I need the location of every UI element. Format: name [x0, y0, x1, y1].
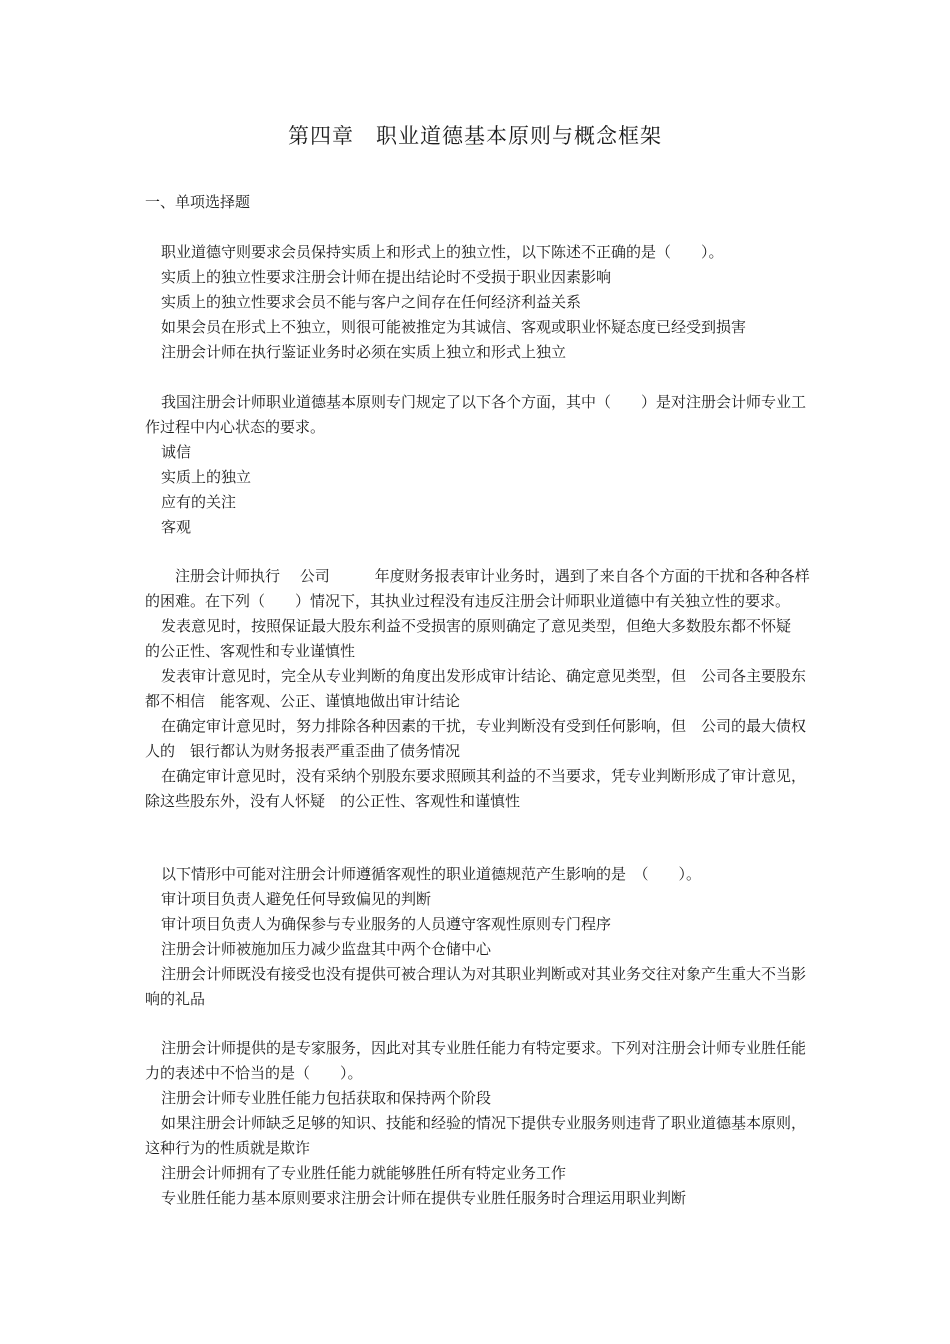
question-option: 注册会计师专业胜任能力包括获取和保持两个阶段: [161, 1089, 492, 1107]
question-2: [145, 390, 810, 540]
question-stem: 注册会计师执行 公司 年度财务报表审计业务时，遇到了来自各个方面的干扰和各种各样的困难。在下列（ ）情况下，其执业过程没有违反注册会计师职业道德中有关独立性的要求。: [145, 567, 810, 610]
question-option: 如果注册会计师缺乏足够的知识、技能和经验的情况下提供专业服务则违背了职业道德基本原则，这种行为的性质就是欺诈: [145, 1114, 807, 1157]
question-option: 专业胜任能力基本原则要求注册会计师在提供专业胜任服务时合理运用职业判断: [161, 1189, 687, 1207]
question-option: 注册会计师被施加压力减少监盘其中两个仓储中心: [161, 940, 492, 958]
section-heading: 一、单项选择题: [145, 193, 251, 211]
question-1: [145, 240, 810, 365]
question-stem: 我国注册会计师职业道德基本原则专门规定了以下各个方面，其中（ ）是对注册会计师专业工作过程中内心状态的要求。: [145, 393, 807, 436]
question-stem: 以下情形中可能对注册会计师遵循客观性的职业道德规范产生影响的是 （ ）。: [161, 865, 702, 883]
question-option: 如果会员在形式上不独立，则很可能被推定为其诚信、客观或职业怀疑态度已经受到损害: [161, 318, 747, 336]
question-option: 发表审计意见时，完全从专业判断的角度出发形成审计结论、确定意见类型，但 公司各主要股东都不相信 能客观、公正、谨慎地做出审计结论: [145, 667, 807, 710]
question-option: 注册会计师既没有接受也没有提供可被合理认为对其职业判断或对其业务交往对象产生重大不当影响的礼品: [145, 965, 807, 1008]
question-option: 注册会计师在执行鉴证业务时必须在实质上独立和形式上独立: [161, 343, 567, 361]
question-option: 审计项目负责人为确保参与专业服务的人员遵守客观性原则专门程序: [161, 915, 612, 933]
question-option: 在确定审计意见时，努力排除各种因素的干扰，专业判断没有受到任何影响，但 公司的最大债权人的 银行都认为财务报表严重歪曲了债务情况: [145, 717, 807, 760]
question-option: 实质上的独立性要求会员不能与客户之间存在任何经济利益关系: [161, 293, 582, 311]
question-option: 诚信: [161, 443, 192, 461]
question-option: 客观: [161, 518, 192, 536]
question-option: 注册会计师拥有了专业胜任能力就能够胜任所有特定业务工作: [161, 1164, 567, 1182]
question-option: 在确定审计意见时，没有采纳个别股东要求照顾其利益的不当要求，凭专业判断形成了审计意见，除这些股东外，没有人怀疑 的公正性、客观性和谨慎性: [145, 767, 807, 810]
question-4: [145, 862, 810, 1012]
question-stem: 职业道德守则要求会员保持实质上和形式上的独立性，以下陈述不正确的是（ ）。: [161, 243, 724, 261]
question-option: 实质上的独立: [161, 468, 252, 486]
page-title: 第四章 职业道德基本原则与概念框架: [288, 124, 662, 148]
question-option: 审计项目负责人避免任何导致偏见的判断: [161, 890, 432, 908]
question-option: 应有的关注: [161, 493, 237, 511]
question-stem: 注册会计师提供的是专家服务，因此对其专业胜任能力有特定要求。下列对注册会计师专业胜任能力的表述中不恰当的是（ ）。: [145, 1039, 807, 1082]
question-3: [145, 564, 810, 814]
question-option: 实质上的独立性要求注册会计师在提出结论时不受损于职业因素影响: [161, 268, 612, 286]
question-5: [145, 1036, 810, 1211]
question-option: 发表意见时，按照保证最大股东利益不受损害的原则确定了意见类型，但绝大多数股东都不怀疑 的公正性、客观性和专业谨慎性: [145, 617, 807, 660]
